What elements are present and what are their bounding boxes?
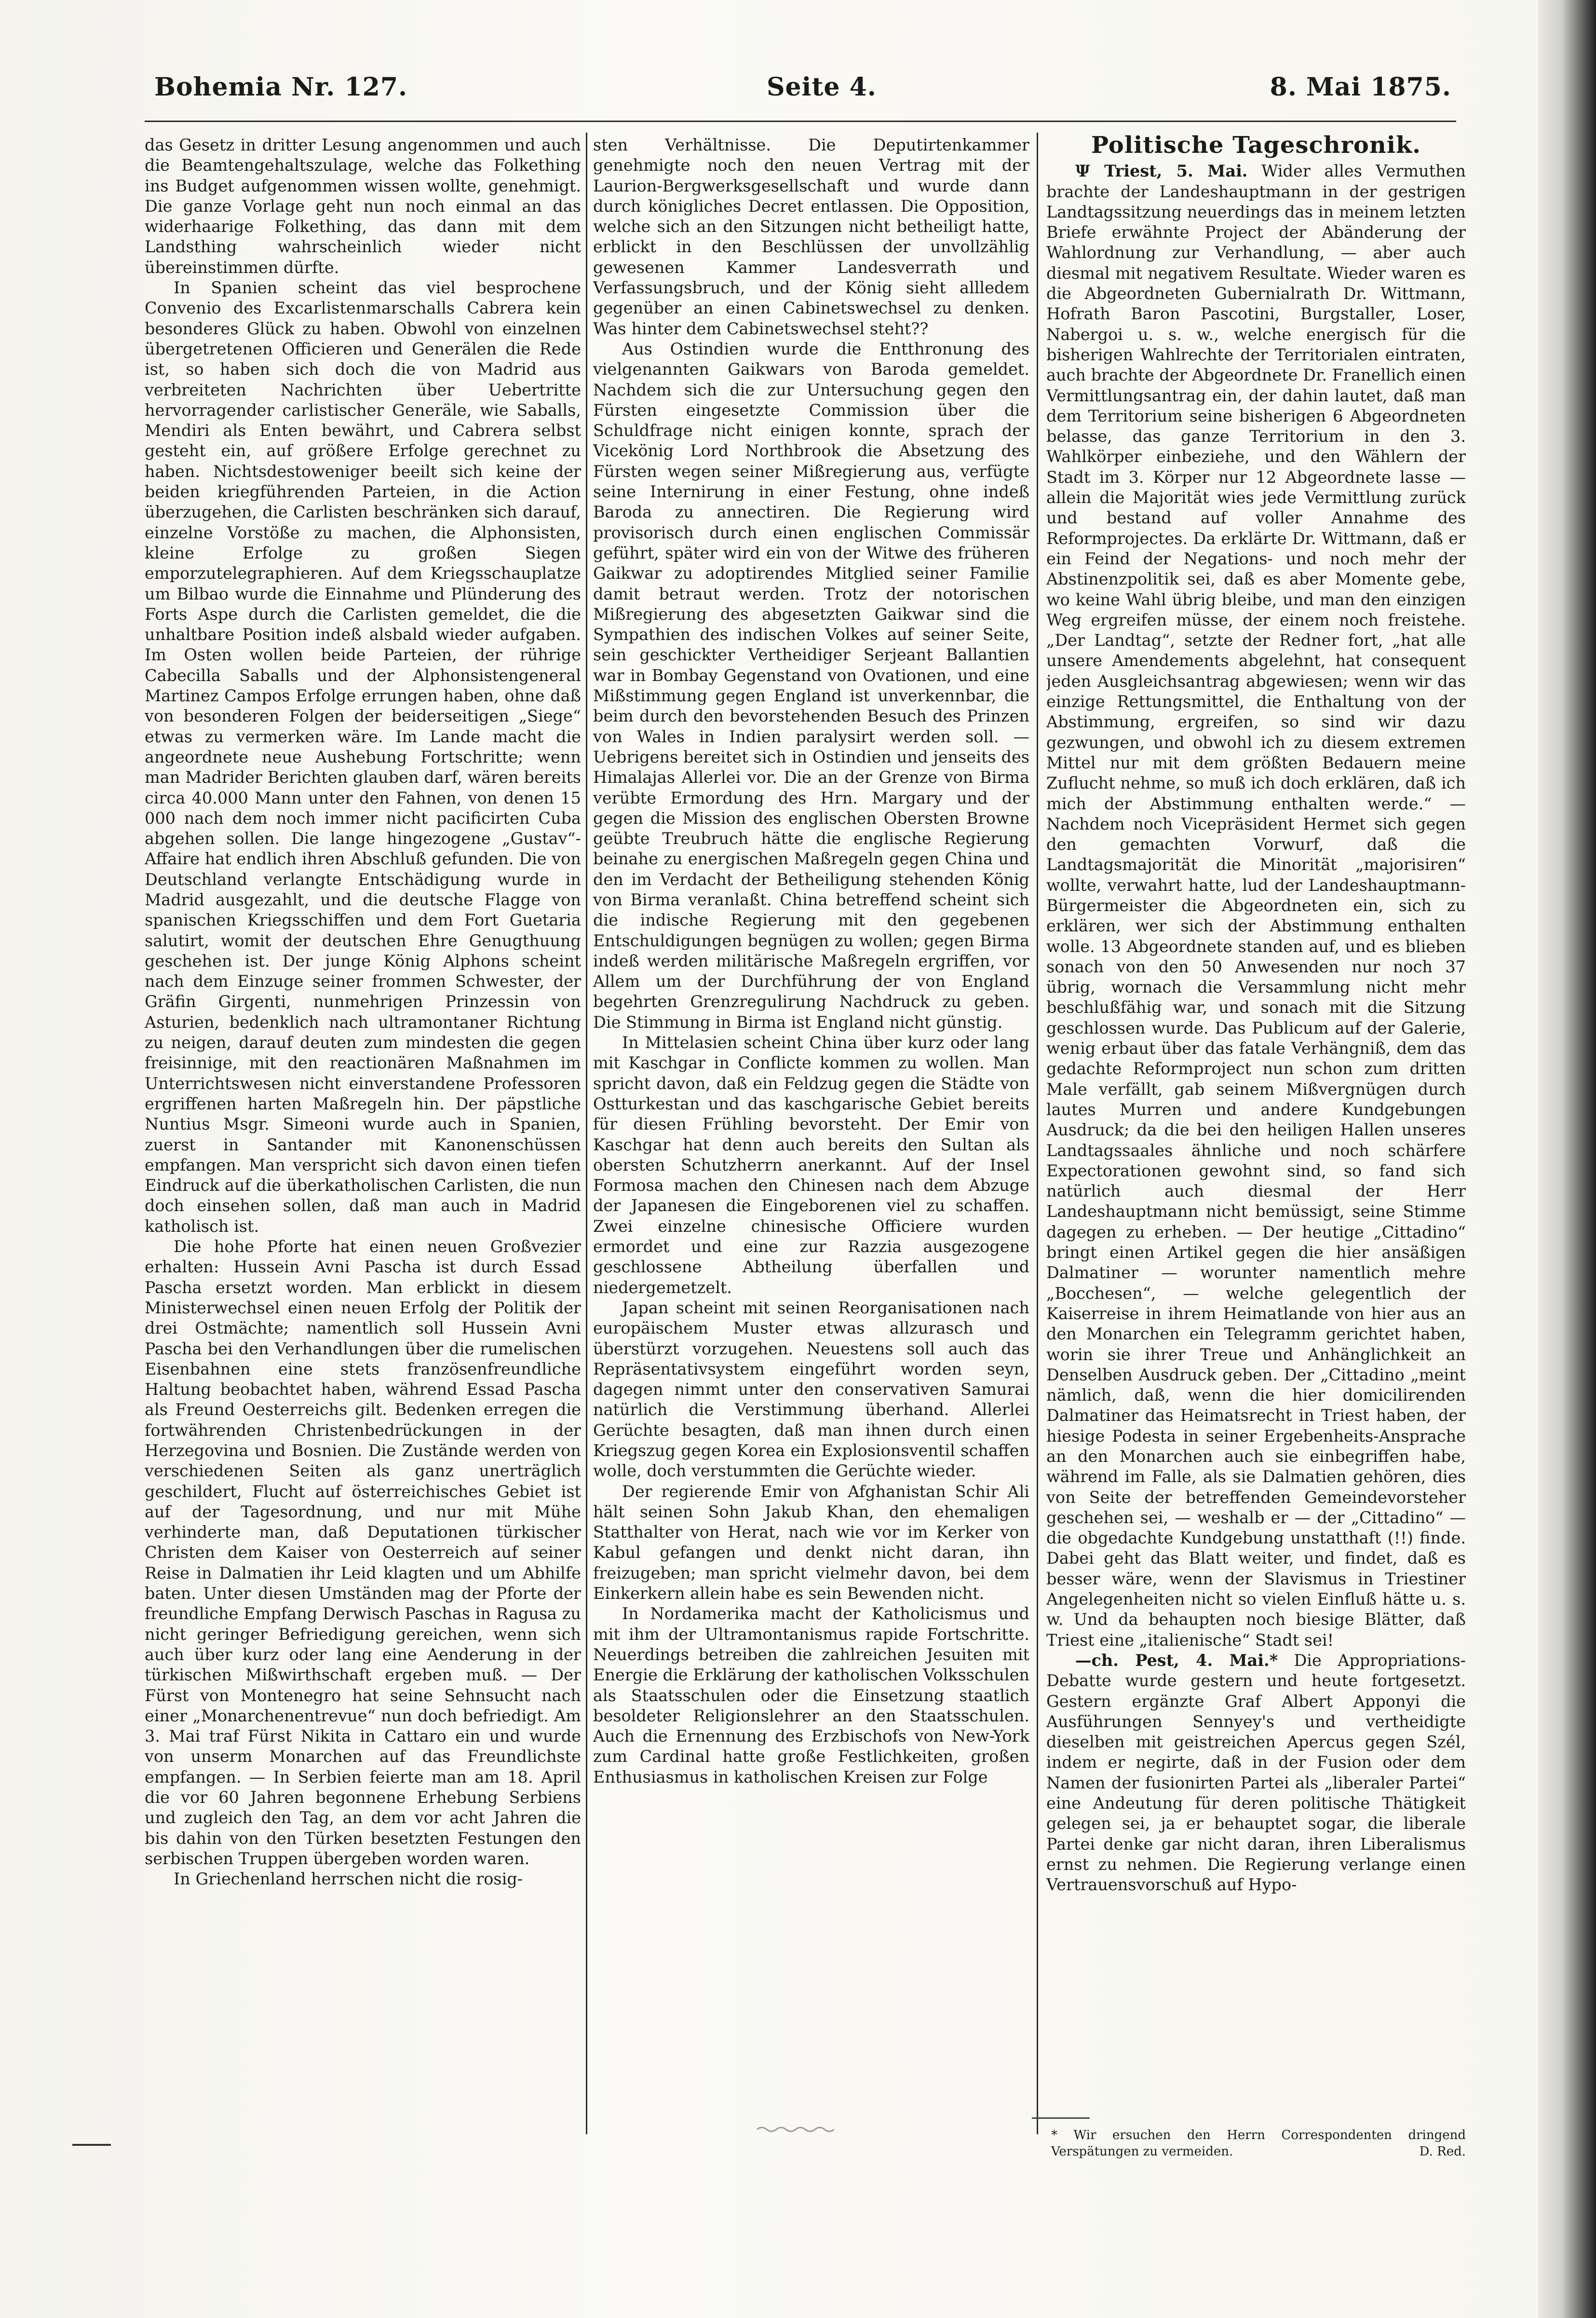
column-divider-2 [1037,133,1038,2134]
column-2 [593,135,1029,2161]
masthead-paper-title: Bohemia Nr. 127. [154,72,408,102]
scan-edge-shadow [1538,0,1596,2318]
article-paragraph: Japan scheint mit seinen Reorganisationen nach europäischem Muster etwas allzurasch und überstürzt vorzugehen. Neuestens soll auch das Repräsentativsystem eingeführt worden seyn, dagegen nimmt unter den conservativen Samurai natürlich die Verstimmung überhand. Allerlei Gerüchte besagten, daß man ihnen durch einen Kriegszug gegen Korea ein Explosionsventil schaffen wolle, doch verstummten die Gerüchte wieder. [593,1298,1029,1481]
footnote-signature: D. Red. [1419,2144,1466,2159]
article-paragraph: Die hohe Pforte hat einen neuen Großvezier erhalten: Hussein Avni Pascha ist durch Essad Pascha ersetzt worden. Man erblickt in diesem Ministerwechsel einen neuen Erfolg der Politik der drei Ostmächte; namentlich soll Hussein Avni Pascha bei den Verhandlungen über die rumelischen Eisenbahnen eine stets französenfreundliche Haltung beobachtet haben, während Essad Pascha als Freund Oesterreichs gilt. Bedenken erregen die fortwährenden Christenbedrückungen in der Herzegovina und Bosnien. Die Zustände werden von verschiedenen Seiten als ganz unerträglich geschildert, Flucht auf österreichisches Gebiet ist auf der Tagesordnung, und nur mit Mühe verhinderte man, daß Deputationen türkischer Christen dem Kaiser von Oesterreich auf seiner Reise in Dalmatien ihr Leid klagten und um Abhilfe baten. Unter diesen Umständen mag der Pforte der freundliche Empfang Derwisch Paschas in Ragusa zu nicht geringer Befriedigung gereichen, wenn sich auch über kurz oder lang eine Aenderung in der türkischen Mißwirthschaft ergeben muß. — Der Fürst von Montenegro hat seine Sehnsucht nach einer „Monarchenentrevue“ nun doch befriedigt. Am 3. Mai traf Fürst Nikita in Cattaro ein und wurde von unserm Monarchen auf das Freundlichste empfangen. — In Serbien feierte man am 18. April die vor 60 Jahren begonnene Erhebung Serbiens und zugleich den Tag, an dem vor acht Jahren die bis dahin von den Türken besetzten Festungen den serbischen Truppen übergeben worden waren. [145,1237,581,1868]
section-heading: Politische Tageschronik. [1091,135,1421,159]
article-paragraph: Die Appropriations-Debatte wurde gestern und heute fortgesetzt. Gestern ergänzte Graf Albert Apponyi die Ausführungen Sennyey's und vertheidigte dieselben mit geistreichen Apercus gegen Szél, indem er negirte, daß in der Fusion oder dem Namen der fusionirten Partei als „liberaler Partei“ eine Andeutung für deren politische Thätigkeit gelegen sei, ja er behauptet sogar, die liberale Partei denke gar nicht daran, ihren Liberalismus ernst zu nehmen. Die Regierung verlange einen Vertrauensvorschuß auf Hypo- [1046,1650,1466,1895]
column-1 [145,135,581,2161]
header-rule [145,121,1456,122]
margin-mark [72,2144,111,2146]
editor-footnote [1051,2127,1466,2160]
article-paragraph: In Mittelasien scheint China über kurz oder lang mit Kaschgar in Conflicte kommen zu wollen. Man spricht davon, daß ein Feldzug gegen die Städte von Ostturkestan und das kaschgarische Gebiet bereits für diesen Frühling bevorsteht. Der Emir von Kaschgar hat denn auch bereits den Sultan als obersten Schutzherrn anerkannt. Auf der Insel Formosa machen den Chinesen nach dem Abzuge der Japanesen die Eingeborenen viel zu schaffen. Zwei einzelne chinesische Officiere wurden ermordet und eine zur Razzia ausgezogene geschlossene Abtheilung überfallen und niedergemetzelt. [593,1033,1029,1297]
article-paragraph: Aus Ostindien wurde die Entthronung des vielgenannten Gaikwars von Baroda gemeldet. Nachdem sich die zur Untersuchung gegen den Fürsten eingesetzte Commission über die Schuldfrage nicht einigen konnte, sprach der Vicekönig Lord Northbrook die Absetzung des Fürsten wegen seiner Mißregierung aus, verfügte seine Internirung in einer Festung, ohne indeß Baroda zu annectiren. Die Regierung wird provisorisch durch einen englischen Commissär geführt, später wird ein von der Witwe des früheren Gaikwar zu adoptirendes Mitglied seiner Familie damit betraut werden. Trotz der notorischen Mißregierung des abgesetzten Gaikwar sind die Sympathien des indischen Volkes auf seiner Seite, sein geschickter Vertheidiger Serjeant Ballantien war in Bombay Gegenstand von Ovationen, und eine Mißstimmung gegen England ist unverkennbar, die beim durch den bevorstehenden Besuch des Prinzen von Wales in Indien paralysirt werden soll. — Uebrigens bereitet sich in Ostindien und jenseits des Himalajas Allerlei vor. Die an der Grenze von Birma verübte Ermordung des Hrn. Margary und der gegen die Mission des englischen Obersten Browne geübte Treubruch hätte die englische Regierung beinahe zu energischen Maßregeln gegen China und den im Verdacht der Betheiligung stehenden König von Birma veranlaßt. China betreffend scheint sich die indische Regierung mit den gegebenen Entschuldigungen begnügen zu wollen; gegen Birma indeß werden militärische Maßregeln ergriffen, vor Allem um der Durchführung der von England begehrten Grenzregulirung Nachdruck zu geben. Die Stimmung in Birma ist England nicht günstig. [593,339,1029,1032]
article-paragraph: Der regierende Emir von Afghanistan Schir Ali hält seinen Sohn Jakub Khan, den ehemaligen Statthalter von Herat, nach wie vor im Kerker von Kabul gefangen und denkt nicht daran, ihn freizugeben; man spricht vielmehr davon, bei dem Einkerkern allein habe es sein Bewenden nicht. [593,1482,1029,1603]
column-divider-1 [586,133,587,2134]
article-paragraph: das Gesetz in dritter Lesung angenommen und auch die Beamtengehaltszulage, welche das Folkething ins Budget aufgenommen wissen wollte, genehmigt. Die ganze Vorlage geht nun noch einmal an das widerhaarige Folkething, das dann mit dem Landsthing wahrscheinlich wieder nicht übereinstimmen dürfte. [145,136,581,277]
masthead-page-number: Seite 4. [767,72,877,102]
column-3 [1046,135,1466,2161]
dateline-triest: Ψ Triest, 5. Mai. [1075,162,1248,181]
article-paragraph: Wider alles Vermuthen brachte der Landeshauptmann in der gestrigen Landtagssitzung neuerdings das in meinem letzten Briefe erwähnte Project der Abänderung der Wahlordnung zur Verhandlung, — aber auch diesmal mit negativem Resultate. Wieder waren es die Abgeordneten Gubernialrath Dr. Wittmann, Hofrath Baron Pascotini, Burgstaller, Loser, Nabergoi u. s. w., welche energisch für die bisherigen Wahlrechte der Territorialen eintraten, auch brachte der Abgeordnete Dr. Franellich einen Vermittlungsantrag ein, der dahin lautet, daß man dem Territorium seine bisherigen 6 Abgeordneten belasse, das ganze Territorium in den 3. Wahlkörper einbeziehe, und den Wählern der Stadt im 3. Körper nur 12 Abgeordnete lasse — allein die Majorität wies jede Vermittlung zurück und bestand auf voller Annahme des Reformprojectes. Da erklärte Dr. Wittmann, daß er ein Feind der Negations- und noch mehr der Abstinenzpolitik sei, daß es aber Momente gebe, wo keine Wahl übrig bleibe, und man den einzigen Weg ergreifen müsse, der einem noch freistehe. „Der Landtag“, setzte der Redner fort, „hat alle unsere Amendements abgelehnt, hat consequent jeden Ausgleichsantrag abgewiesen; wenn wir das einzige Rettungsmittel, die Enthaltung von der Abstimmung, ergreifen, so sind wir dazu gezwungen, und obwohl ich zu diesem extremen Mittel nur mit dem größten Bedauern meine Zuflucht nehme, so muß ich doch erklären, daß ich mich der Abstimmung enthalten werde.“ — Nachdem noch Vicepräsident Hermet sich gegen den gemachten Vorwurf, daß die Landtagsmajorität die Minorität „majorisiren“ wollte, verwahrt hatte, lud der Landeshauptmann-Bürgermeister die Abgeordneten ein, sich zu erklären, wer sich der Abstimmung enthalten wolle. 13 Abgeordnete standen auf, und es blieben sonach von den 50 Anwesenden nur noch 37 übrig, wornach die Versammlung nicht mehr beschlußfähig war, und sonach mit die Sitzung geschlossen wurde. Das Publicum auf der Galerie, wenig erbaut über das fatale Verhängniß, dem das gedachte Reformproject nun schon zum dritten Male verfällt, gab seinem Mißvergnügen durch lautes Murren und andere Kundgebungen Ausdruck; da die bei den heiligen Hallen unseres Landtagssaales ähnliche und noch schärfere Expectorationen gewohnt sind, so fand sich natürlich auch diesmal der Herr Landeshauptmann nicht bemüssigt, seine Stimme dagegen zu erheben. — Der heutige „Cittadino“ bringt einen Artikel gegen die hier ansäßigen Dalmatiner — worunter namentlich mehre „Bocchesen“, — welche gelegentlich der Kaiserreise in ihrem Heimatlande von hier aus an den Monarchen ein Telegramm gerichtet haben, worin sie ihrer Treue und Anhänglichkeit an Denselben Ausdruck geben. Der „Cittadino „meint nämlich, daß, wenn die hier domicilirenden Dalmatiner das Heimatsrecht in Triest haben, der hiesige Podesta in seiner Ergebenheits-Ansprache an den Monarchen auch sie einbegriffen habe, während im Falle, als sie Dalmatien gehören, dies von Seite der betreffenden Gemeindevorsteher geschehen sei, — weshalb er — der „Cittadino“ — die obgedachte Kundgebung unstatthaft (!!) finde. Dabei geht das Blatt weiter, und findet, daß es besser wäre, wenn der Slavismus in Triestiner Angelegenheiten nicht so vielen Einfluß hätte u. s. w. Und da behaupten noch biesige Blätter, daß Triest eine „italienische“ Stadt sei! [1046,162,1466,1650]
article-paragraph: sten Verhältnisse. Die Deputirtenkammer genehmigte noch den neuen Vertrag mit der Laurion-Bergwerksgesellschaft und wurde dann durch königliches Decret entlassen. Die Opposition, welche sich an den Sitzungen nicht betheiligt hatte, erblickt in den Beschlüssen der unvollzählig gewesenen Kammer Landesverrath und Verfassungsbruch, und der König sieht allledem gegenüber an einen Cabinetswechsel zu denken. Was hinter dem Cabinetswechsel steht?? [593,136,1029,338]
footnote-rule [1032,2117,1090,2119]
article-paragraph: In Nordamerika macht der Katholicismus und mit ihm der Ultramontanismus rapide Fortschritte. Neuerdings betreiben die zahlreichen Jesuiten mit Energie die Erklärung der katholischen Volksschulen als Staatsschulen oder die Einsetzung staatlich besoldeter Religionslehrer an den Staatsschulen. Auch die Ernennung des Erzbischofs von New-York zum Cardinal hatte große Festlichkeiten, großen Enthusiasmus in katholischen Kreisen zur Folge [593,1604,1029,1786]
dateline-pest: —ch. Pest, 4. Mai.* [1075,1650,1278,1670]
footnote-text: * Wir ersuchen den Herrn Correspondenten dringend Verspätungen zu vermeiden. [1051,2128,1466,2159]
masthead [154,72,1451,116]
article-paragraph: In Spanien scheint das viel besprochene Convenio des Excarlistenmarschalls Cabrera kein besonderes Glück zu haben. Obwohl von einzelnen übergetretenen Officieren und Generälen die Rede ist, so haben sich doch die von Madrid aus verbreiteten Nachrichten über Uebertritte hervorragender carlistischer Generäle, wie Saballs, Mendiri als Enten bewährt, und Cabrera selbst gesteht ein, auf größere Erfolge gerechnet zu haben. Nichtsdestoweniger beeilt sich keine der beiden kriegführenden Parteien, in die Action überzugehen, die Carlisten beschränken sich darauf, einzelne Vorstöße zu machen, die Alphonsisten, kleine Erfolge zu großen Siegen emporzutelegraphieren. Auf dem Kriegsschauplatze um Bilbao wurde die Einnahme und Plünderung des Forts Aspe durch die Carlisten gemeldet, die die unhaltbare Position indeß alsbald wieder aufgaben. Im Osten wollen beide Parteien, der rührige Cabecilla Saballs und der Alphonsistengeneral Martinez Campos Erfolge errungen haben, ohne daß von besonderen Folgen der beiderseitigen „Siege“ etwas zu vermerken wäre. Im Lande macht die angeordnete neue Aushebung Fortschritte; wenn man Madrider Berichten glauben darf, wären bereits circa 40.000 Mann unter den Fahnen, von denen 15 000 nach dem noch immer nicht pacificirten Cuba abgehen sollen. Die lange hingezogene „Gustav“-Affaire hat endlich ihren Abschluß gefunden. Die von Deutschland verlangte Entschädigung wurde in Madrid ausgezahlt, und die deutsche Flagge von spanischen Kriegsschiffen und dem Fort Guetaria salutirt, womit der deutschen Ehre Genugthuung geschehen ist. Der junge König Alphons scheint nach dem Einzuge seiner frommen Schwester, der Gräfin Girgenti, nunmehrigen Prinzessin von Asturien, bedenklich nach ultramontaner Richtung zu neigen, darauf deuten zum mindesten die gegen freisinnige, mit den reactionären Maßnahmen im Unterrichtswesen nicht einverstandene Professoren ergriffenen harten Maßregeln hin. Der päpstliche Nuntius Msgr. Simeoni wurde auch in Spanien, zuerst in Santander mit Kanonenschüssen empfangen. Man verspricht sich davon einen tiefen Eindruck auf die überkatholischen Carlisten, die nun doch einsehen sollen, daß man auch in Madrid katholisch ist. [145,278,581,1236]
masthead-date: 8. Mai 1875. [1270,72,1451,102]
article-paragraph: In Griechenland herrschen nicht die rosig- [174,1869,523,1889]
column-end-ornament [757,2125,834,2134]
